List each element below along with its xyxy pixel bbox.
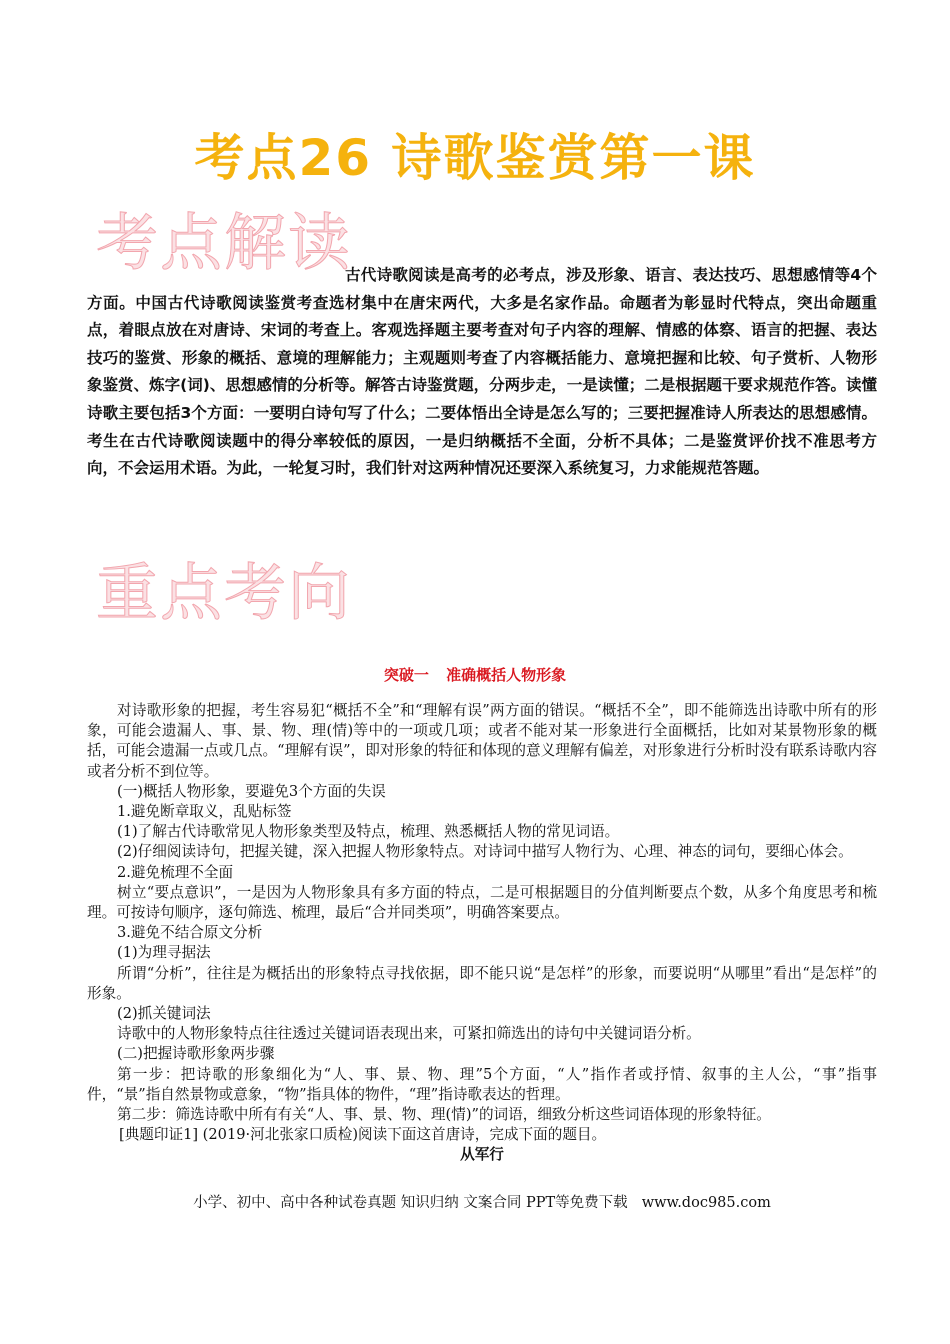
intro-paragraph: 古代诗歌阅读是高考的必考点，涉及形象、语言、表达技巧、思想感情等4个方面。中国古代诗歌阅读鉴赏考查选材集中在唐宋两代，大多是名家作品。命题者为彰显时代特点，突出命题重点，着眼点放在对唐诗、宋词的考查上。客观选择题主要考查对句子内容的理解、情感的体察、语言的把握、表达技巧的鉴赏、形象的概括、意境的理解能力；主观题则考查了内容概括能力、意境把握和比较、句子赏析、人物形象鉴赏、炼字(词)、思想感情的分析等。解答古诗鉴赏题，分两步走，一是读懂；二是根据题干要求规范作答。读懂诗歌主要包括3个方面：一要明白诗句写了什么；二要体悟出全诗是怎么写的；三要把握准诗人所表达的思想感情。考生在古代诗歌阅读题中的得分率较低的原因，一是归纳概括不全面，分析不具体；二是鉴赏评价找不准思考方向，不会运用术语。为此，一轮复习时，我们针对这两种情况还要深入系统复习，力求能规范答题。 [87, 266, 877, 478]
page-title: 考点26 诗歌鉴赏第一课 [194, 129, 756, 187]
body-paragraph: (2)抓关键词法 [117, 1005, 211, 1023]
body-paragraph: 所谓“分析”，往往是为概括出的形象特点寻找依据，即不能只说“是怎样”的形象，而要说明“从哪里”看出“是怎样”的形象。 [87, 964, 877, 1002]
body-paragraph: 3.避免不结合原文分析 [117, 924, 263, 942]
body-paragraph: (二)把握诗歌形象两步骤 [117, 1045, 275, 1063]
poem-title: 从军行 [460, 1146, 504, 1164]
body-paragraph: (一)概括人物形象，要避免3个方面的失误 [117, 782, 386, 800]
banner-zhongdian-kaoxiang: 重点考向 [96, 556, 353, 629]
body-paragraph: 2.避免梳理不全面 [117, 863, 234, 881]
body-paragraph: 第二步：筛选诗歌中所有有关“人、事、景、物、理(情)”的词语，细致分析这些词语体现的形象特征。 [117, 1106, 771, 1124]
banner-kaodian-jiedu: 考点解读 [96, 206, 353, 279]
body-text [87, 701, 877, 1166]
body-paragraph: 诗歌中的人物形象特点往往透过关键词语表现出来，可紧扣筛选出的诗句中关键词语分析。 [117, 1025, 701, 1043]
body-paragraph: 1.避免断章取义，乱贴标签 [117, 803, 292, 821]
body-paragraph: (2)仔细阅读诗句，把握关键，深入把握人物形象特点。对诗词中描写人物行为、心理、神态的词句，要细心体会。 [117, 843, 853, 861]
example-prompt: [典题印证1] (2019·河北张家口质检)阅读下面这首唐诗，完成下面的题目。 [119, 1126, 607, 1144]
section-title: 突破一 准确概括人物形象 [383, 666, 567, 684]
body-paragraph: (1)为理寻据法 [117, 944, 211, 962]
body-paragraph: (1)了解古代诗歌常见人物形象类型及特点，梳理、熟悉概括人物的常见词语。 [117, 823, 620, 841]
body-paragraph: 对诗歌形象的把握，考生容易犯“概括不全”和“理解有误”两方面的错误。“概括不全”，即不能筛选出诗歌中所有的形象，可能会遗漏人、事、景、物、理(情)等中的一项或几项；或者不能对某一形象进行全面概括，比如对某景物形象的概括，可能会遗漏一点或几点。“理解有误”，即对形象的特征和体现的意义理解有偏差，对形象进行分析时没有联系诗歌内容或者分析不到位等。 [87, 702, 877, 780]
body-paragraph: 第一步：把诗歌的形象细化为“人、事、景、物、理”5个方面，“人”指作者或抒情、叙事的主人公，“事”指事件，“景”指自然景物或意象，“物”指具体的物件，“理”指诗歌表达的哲理。 [87, 1065, 877, 1103]
footer [0, 1191, 950, 1212]
footer-url[interactable]: www.doc985.com [641, 1195, 771, 1211]
body-paragraph: 树立“要点意识”，一是因为人物形象具有多方面的特点，二是可根据题目的分值判断要点个数，从多个角度思考和梳理。可按诗句顺序，逐句筛选、梳理，最后“合并同类项”，明确答案要点。 [87, 883, 877, 922]
footer-text: 小学、初中、高中各种试卷真题 知识归纳 文案合同 PPT等免费下载 [193, 1195, 628, 1211]
